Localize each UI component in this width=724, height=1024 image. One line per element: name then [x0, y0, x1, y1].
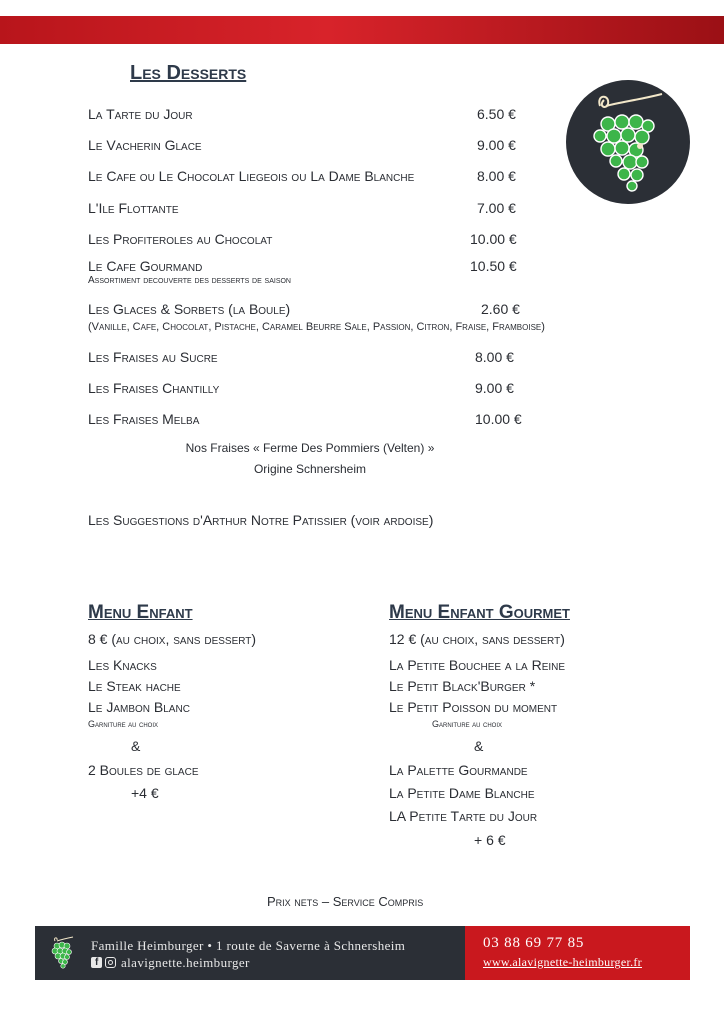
menu-enfant-item: Le Steak hache — [88, 678, 181, 694]
dessert-name: La Tarte du Jour — [88, 106, 193, 122]
dessert-name: Le Vacherin Glace — [88, 137, 202, 153]
grape-logo-icon — [49, 936, 75, 975]
dessert-price: 10.50 € — [470, 258, 517, 274]
footer-phone[interactable]: 03 88 69 77 85 — [483, 935, 585, 951]
dessert-name: Le Cafe ou Le Chocolat Liegeois ou La Dame Blanche — [88, 168, 415, 184]
facebook-icon[interactable]: f — [91, 957, 102, 968]
strawberry-origin-note: Nos Fraises « Ferme Des Pommiers (Velten) » — [185, 441, 435, 455]
dessert-price: 8.00 € — [477, 168, 516, 184]
desserts-title: Les Desserts — [130, 62, 247, 84]
menu-enfant-ice-cream: 2 Boules de glace — [88, 762, 199, 778]
footer-address-panel — [35, 926, 465, 980]
menu-gourmet-extra-price: + 6 € — [474, 832, 506, 848]
dessert-name: Les Fraises au Sucre — [88, 349, 218, 365]
dessert-price: 9.00 € — [475, 380, 514, 396]
footer-contact-panel — [465, 926, 690, 980]
footer-social-handle[interactable]: alavignette.heimburger — [121, 955, 250, 970]
ice-cream-flavours: (Vanille, Cafe, Chocolat, Pistache, Caramel Beurre Sale, Passion, Citron, Fraise, Framboise) — [88, 321, 545, 333]
footer-address: Famille Heimburger • 1 route de Saverne à Schnersheim — [91, 938, 406, 953]
footer-bar — [35, 926, 690, 980]
dessert-name: L'Ile Flottante — [88, 200, 179, 216]
menu-gourmet-title: Menu Enfant Gourmet — [389, 602, 570, 623]
menu-enfant-ampersand: & — [131, 738, 141, 754]
menu-gourmet-ampersand: & — [474, 738, 484, 754]
menu-enfant-item: Le Jambon Blanc — [88, 699, 190, 715]
menu-gourmet-dessert: La Palette Gourmande — [389, 762, 528, 778]
menu-gourmet-dessert: La Petite Dame Blanche — [389, 785, 535, 801]
menu-gourmet-item: La Petite Bouchee a la Reine — [389, 657, 566, 673]
dessert-price: 8.00 € — [475, 349, 514, 365]
dessert-name: Les Profiteroles au Chocolat — [88, 231, 273, 247]
dessert-price: 2.60 € — [481, 301, 520, 317]
menu-enfant-extra-price: +4 € — [131, 785, 159, 801]
top-red-banner — [0, 16, 724, 44]
dessert-name: Les Glaces & Sorbets (la Boule) — [88, 301, 291, 317]
dessert-price: 6.50 € — [477, 106, 516, 122]
menu-gourmet-item: Le Petit Poisson du moment — [389, 699, 558, 715]
dessert-name: Les Fraises Chantilly — [88, 380, 220, 396]
dessert-price: 10.00 € — [475, 411, 522, 427]
dessert-subtitle: Assortiment decouverte des desserts de saison — [88, 275, 291, 286]
dessert-price: 10.00 € — [470, 231, 517, 247]
dessert-name: Les Fraises Melba — [88, 411, 200, 427]
menu-enfant-title: Menu Enfant — [88, 602, 193, 623]
instagram-icon[interactable] — [105, 957, 116, 968]
dessert-price: 9.00 € — [477, 137, 516, 153]
strawberry-origin-place: Origine Schnersheim — [253, 462, 367, 476]
grape-logo-icon — [566, 80, 690, 204]
menu-gourmet-price: 12 € (au choix, sans dessert) — [389, 631, 565, 647]
dessert-price: 7.00 € — [477, 200, 516, 216]
menu-gourmet-garniture: Garniture au choix — [432, 719, 503, 729]
menu-gourmet-dessert: LA Petite Tarte du Jour — [389, 808, 538, 824]
pastry-suggestions: Les Suggestions d'Arthur Notre Patissier (voir ardoise) — [88, 512, 434, 528]
menu-enfant-garniture: Garniture au choix — [88, 719, 159, 729]
menu-enfant-item: Les Knacks — [88, 657, 157, 673]
menu-enfant-price: 8 € (au choix, sans dessert) — [88, 631, 257, 647]
menu-gourmet-item: Le Petit Black'Burger * — [389, 678, 536, 694]
prices-note: Prix nets – Service Compris — [267, 894, 424, 909]
dessert-name: Le Cafe Gourmand — [88, 258, 203, 274]
footer-website-link[interactable]: www.alavignette-heimburger.fr — [483, 955, 642, 969]
